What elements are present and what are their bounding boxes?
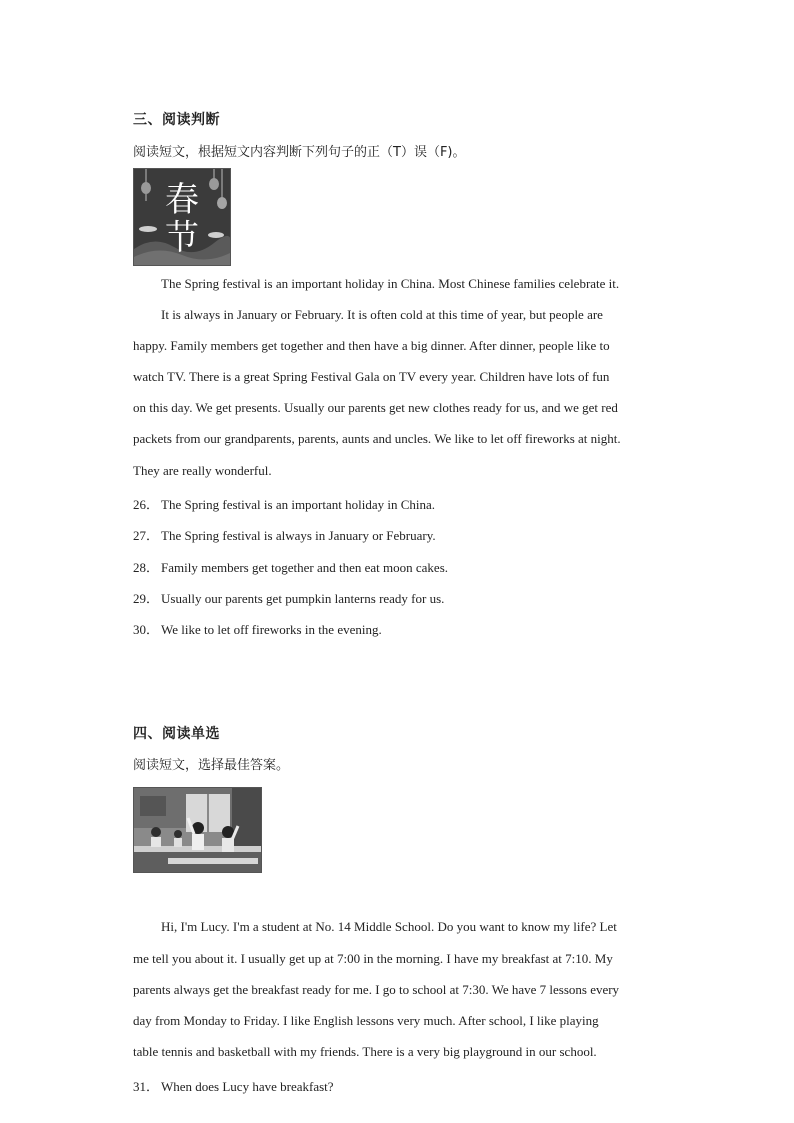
question-number: 26． [133, 497, 160, 512]
question-text: We like to let off fireworks in the evening. [161, 622, 382, 637]
question-number: 30． [133, 622, 160, 637]
spring-festival-illustration [134, 169, 230, 265]
question-number: 29． [133, 591, 160, 606]
passage-line: table tennis and basketball with my friends. There is a very big playground in our school. [133, 1044, 597, 1059]
section4-instruction: 阅读短文，选择最佳答案。 [133, 758, 290, 773]
chun-character: 春 [165, 180, 199, 220]
classroom-photo [133, 787, 262, 873]
question-text: The Spring festival is always in January or February. [161, 528, 436, 543]
passage-line: The Spring festival is an important holiday in China. Most Chinese families celebrate it. [161, 276, 620, 291]
question-number: 31． [133, 1079, 160, 1094]
question-text: Family members get together and then eat moon cakes. [161, 560, 448, 575]
passage-line: They are really wonderful. [133, 463, 272, 478]
passage-line: day from Monday to Friday. I like English lessons very much. After school, I like playing [133, 1013, 599, 1028]
classroom-illustration [134, 788, 261, 872]
question-item [133, 1076, 334, 1095]
passage-line: happy. Family members get together and then have a big dinner. After dinner, people like to [133, 338, 610, 353]
spring-festival-image [133, 168, 231, 266]
question-item [133, 619, 382, 638]
passage-line: on this day. We get presents. Usually our parents get new clothes ready for us, and we get red [133, 400, 618, 415]
jie-character: 节 [165, 218, 199, 258]
section3-heading: 三、阅读判断 [133, 112, 220, 128]
question-text: Usually our parents get pumpkin lanterns ready for us. [161, 591, 445, 606]
passage-line: It is always in January or February. It is often cold at this time of year, but people are [161, 307, 603, 322]
question-item [133, 557, 448, 576]
passage-line: parents always get the breakfast ready for me. I go to school at 7:30. We have 7 lessons every [133, 982, 620, 997]
question-text: The Spring festival is an important holiday in China. [161, 497, 436, 512]
passage-line: packets from our grandparents, parents, aunts and uncles. We like to let off fireworks at night. [133, 431, 621, 446]
section4-heading: 四、阅读单选 [133, 726, 220, 742]
passage-line: me tell you about it. I usually get up at 7:00 in the morning. I have my breakfast at 7:10. My [133, 951, 613, 966]
question-number: 28． [133, 560, 160, 575]
passage-line: watch TV. There is a great Spring Festival Gala on TV every year. Children have lots of fun [133, 369, 610, 384]
question-text: When does Lucy have breakfast? [161, 1079, 334, 1094]
question-item [133, 588, 444, 607]
passage-line: Hi, I'm Lucy. I'm a student at No. 14 Middle School. Do you want to know my life? Let [161, 919, 617, 934]
question-number: 27． [133, 528, 160, 543]
section3-instruction: 阅读短文，根据短文内容判断下列句子的正（T）误（F)。 [133, 145, 466, 160]
question-item [133, 525, 436, 544]
question-item [133, 494, 435, 513]
